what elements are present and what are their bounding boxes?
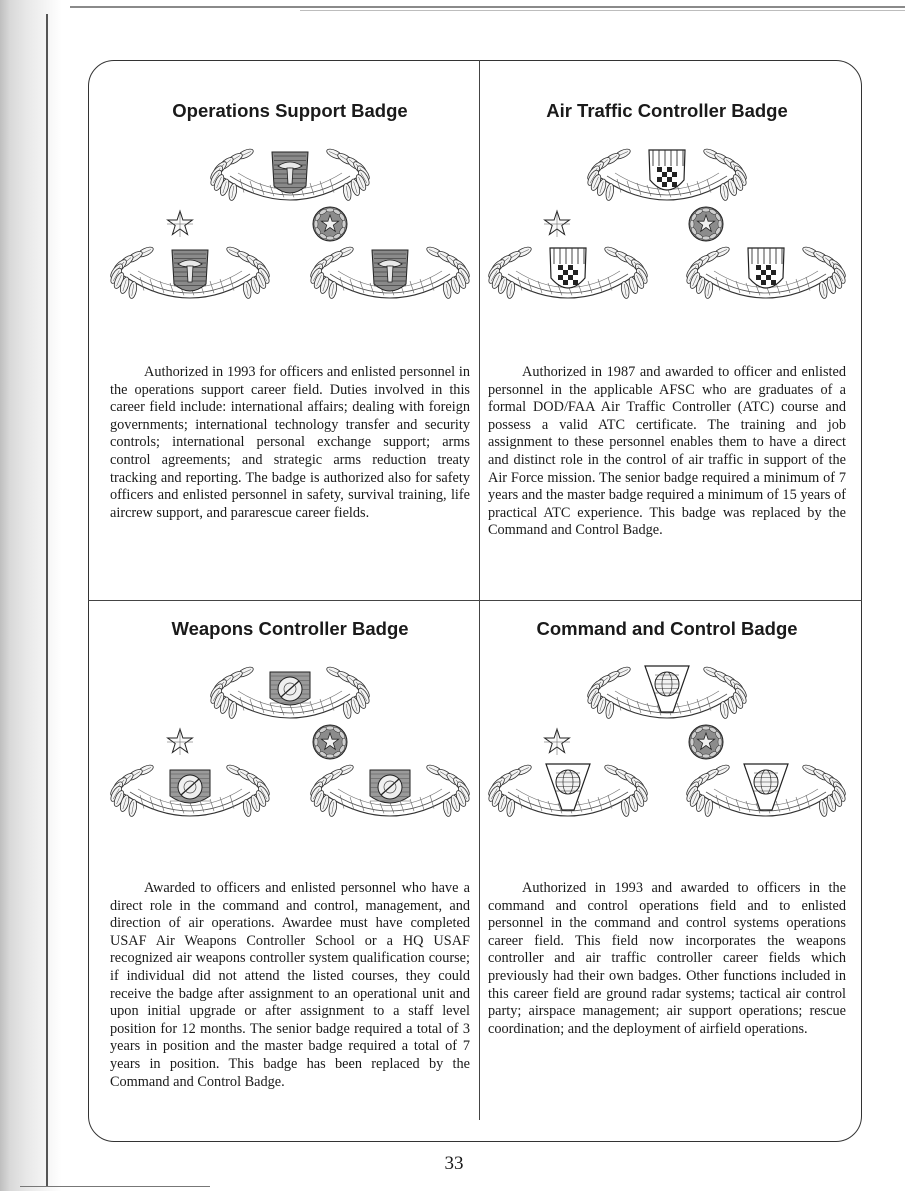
book-binding-shadow bbox=[0, 0, 62, 1191]
top-page-edge bbox=[70, 6, 905, 8]
badge-title: Air Traffic Controller Badge bbox=[546, 100, 788, 121]
badge-description: Authorized in 1987 and awarded to officer and enlisted personnel in the applicable AFSC who are graduates of a formal DOD/FAA Air Traffic Controller (ATC) course and possess a valid ATC certificate. The training and job assignment to these personnel enables them to have a direct and distinct role in the control of air traffic in support of the Air Force mission. The senior badge required a minimum of 7 years and the master badge required a minimum of 15 years of practical ATC experience. This badge was replaced by the Command and Control Badge. bbox=[488, 364, 846, 539]
badge-title: Weapons Controller Badge bbox=[171, 618, 409, 639]
badge-images bbox=[488, 136, 846, 336]
badge-title: Command and Control Badge bbox=[536, 618, 798, 639]
page-number: 33 bbox=[444, 1153, 464, 1174]
badge-images bbox=[110, 654, 470, 854]
vertical-divider bbox=[479, 60, 480, 1120]
top-page-edge-secondary bbox=[300, 10, 905, 11]
horizontal-divider bbox=[88, 600, 862, 601]
badge-panel-weapons-controller bbox=[110, 618, 470, 1091]
badge-description: Awarded to officers and enlisted personnel who have a direct role in the command and control, management, and direction of air operations. Awardee must have completed USAF Air Weapons Controller School or a HQ USAF recognized air weapons controller system qualification course; if individual did not attend the listed courses, they could receive the badge after assignment to an operational unit and upon initial upgrade or after assignment to a staff level position for 12 months. The senior badge required a total of 3 years in position and the master badge required a total of 7 years in position. This badge has been replaced by the Command and Control Badge. bbox=[110, 880, 470, 1090]
badge-images bbox=[488, 654, 846, 854]
badge-panel-air-traffic-controller bbox=[488, 100, 846, 540]
badge-description: Authorized in 1993 for officers and enlisted personnel in the operations support career field. Duties involved in this career field include: international affairs; dealing with foreign governments; international technology transfer and security controls; international personal exchange support; arms control agreements; and strategic arms reduction treaty tracking and reporting. The badge is authorized also for safety officers and enlisted personnel in safety, survival training, life aircrew support, and pararescue career fields. bbox=[110, 364, 470, 521]
badge-title: Operations Support Badge bbox=[172, 100, 408, 121]
binding-edge-line bbox=[46, 14, 48, 1186]
badge-description: Authorized in 1993 and awarded to officers in the command and control operations field and to enlisted personnel in the command and control systems operations career field. This field now incorporates the weapons controller and air traffic controller career fields which previously had their own badges. Other functions included in this career field are ground radar systems; tactical air control party; airspace management; air support operations; rescue coordination; and the deployment of airfield operations. bbox=[488, 880, 846, 1037]
badge-panel-command-and-control bbox=[488, 618, 846, 1038]
bottom-page-edge bbox=[20, 1186, 210, 1187]
badge-images bbox=[110, 136, 470, 336]
badge-panel-operations-support bbox=[110, 100, 470, 522]
